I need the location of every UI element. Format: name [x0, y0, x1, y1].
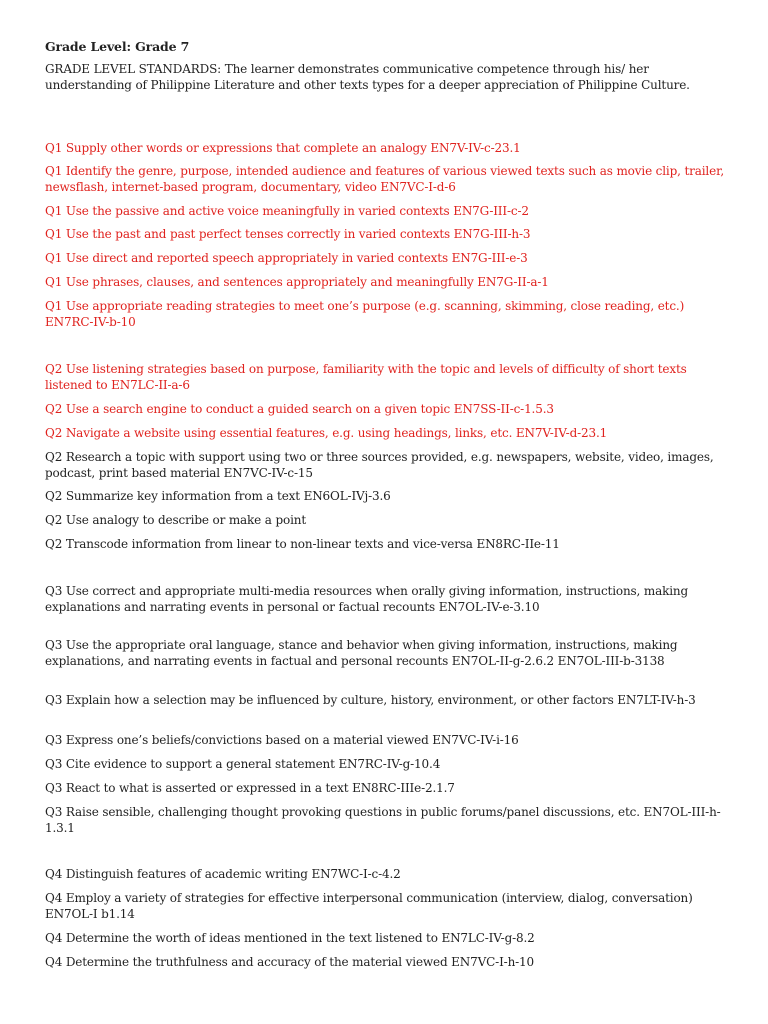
competency-item: Q1 Use phrases, clauses, and sentences appropriately and meaningfully EN7G-II-a-1	[45, 275, 549, 289]
competency-item: Q3 Explain how a selection may be influenced by culture, history, environment, or other factors EN7LT-IV-h-3	[45, 693, 696, 707]
competency-item: Q3 Express one’s beliefs/convictions based on a material viewed EN7VC-IV-i-16	[45, 733, 519, 747]
competency-item: Q1 Use appropriate reading strategies to meet one’s purpose (e.g. scanning, skimming, close reading, etc.) EN7RC-IV-b-10	[45, 299, 685, 329]
competency-item: Q4 Determine the truthfulness and accuracy of the material viewed EN7VC-I-h-10	[45, 955, 535, 969]
competency-item: Q3 Cite evidence to support a general statement EN7RC-IV-g-10.4	[45, 757, 441, 771]
competency-item: Q2 Navigate a website using essential features, e.g. using headings, links, etc. EN7V-IV-d-23.1	[45, 426, 608, 440]
competency-item: Q1 Identify the genre, purpose, intended audience and features of various viewed texts such as movie clip, trailer, newsflash, internet-based program, documentary, video EN7VC-I-d-6	[45, 164, 725, 194]
competency-item: Q4 Determine the worth of ideas mentioned in the text listened to EN7LC-IV-g-8.2	[45, 931, 535, 945]
competency-item: Q1 Use direct and reported speech appropriately in varied contexts EN7G-III-e-3	[45, 251, 528, 265]
competency-item: Q2 Transcode information from linear to non-linear texts and vice-versa EN8RC-IIe-11	[45, 537, 560, 551]
competency-item: Q1 Supply other words or expressions that complete an analogy EN7V-IV-c-23.1	[45, 141, 521, 155]
competency-item: Q3 Raise sensible, challenging thought provoking questions in public forums/panel discussions, etc. EN7OL-III-h-1.3.1	[45, 805, 721, 835]
competency-item: Q3 Use the appropriate oral language, stance and behavior when giving information, instructions, making explanations, and narrating events in factual and personal recounts EN7OL-II-g-2.6.2 EN7OL-III-b-3138	[45, 638, 678, 668]
competency-item: Q2 Research a topic with support using two or three sources provided, e.g. newspapers, website, video, images, podcast, print based material EN7VC-IV-c-15	[45, 450, 714, 480]
competency-item: Q3 Use correct and appropriate multi-media resources when orally giving information, instructions, making explanations and narrating events in personal or factual recounts EN7OL-IV-e-3.10	[45, 584, 689, 614]
competency-item: Q4 Employ a variety of strategies for effective interpersonal communication (interview, dialog, conversation) EN7OL-I b1.14	[45, 891, 693, 921]
competency-item: Q2 Use listening strategies based on purpose, familiarity with the topic and levels of difficulty of short texts listened to EN7LC-II-a-6	[45, 362, 687, 392]
competency-item: Q2 Summarize key information from a text EN6OL-IVj-3.6	[45, 489, 391, 503]
competency-item: Q1 Use the passive and active voice meaningfully in varied contexts EN7G-III-c-2	[45, 204, 529, 218]
competency-item: Q2 Use analogy to describe or make a point	[45, 513, 307, 527]
grade-level-heading: Grade Level: Grade 7	[45, 39, 190, 54]
competency-item: Q3 React to what is asserted or expressed in a text EN8RC-IIIe-2.1.7	[45, 781, 455, 795]
competency-item: Q2 Use a search engine to conduct a guided search on a given topic EN7SS-II-c-1.5.3	[45, 402, 554, 416]
competency-item: Q1 Use the past and past perfect tenses correctly in varied contexts EN7G-III-h-3	[45, 227, 531, 241]
competency-item: Q4 Distinguish features of academic writing EN7WC-I-c-4.2	[45, 867, 401, 881]
grade-level-standards: GRADE LEVEL STANDARDS: The learner demonstrates communicative competence through his/ her understanding of Philippine Literature and other texts types for a deeper appreciation of Philippine Culture.	[45, 62, 690, 92]
